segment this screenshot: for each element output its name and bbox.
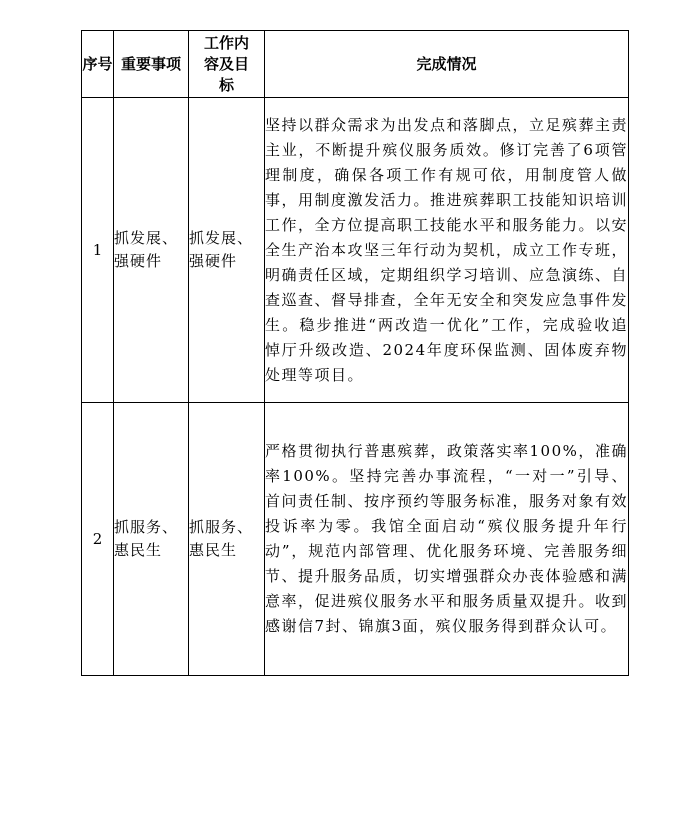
row-content: 抓服务、惠民生 bbox=[189, 403, 265, 676]
table-header-row bbox=[82, 31, 629, 98]
header-status: 完成情况 bbox=[265, 31, 629, 98]
row-item: 抓发展、强硬件 bbox=[114, 98, 189, 403]
header-item: 重要事项 bbox=[114, 31, 189, 98]
row-item: 抓服务、惠民生 bbox=[114, 403, 189, 676]
header-seq: 序号 bbox=[82, 31, 114, 98]
row-seq: 1 bbox=[82, 98, 114, 403]
row-status: 坚持以群众需求为出发点和落脚点，立足殡葬主责主业，不断提升殡仪服务质效。修订完善了6项管理制度，确保各项工作有规可依，用制度管人做事，用制度激发活力。推进殡葬职工技能知识培训工作，全方位提高职工技能水平和服务能力。以安全生产治本攻坚三年行动为契机，成立工作专班，明确责任区域，定期组织学习培训、应急演练、自查巡查、督导排查，全年无安全和突发应急事件发生。稳步推进“两改造一优化”工作，完成验收追悼厅升级改造、2024年度环保监测、固体废弃物处理等项目。 bbox=[265, 98, 629, 403]
work-report-table bbox=[81, 30, 629, 676]
header-content: 工作内容及目标 bbox=[189, 31, 265, 98]
table-row bbox=[82, 98, 629, 403]
row-content: 抓发展、强硬件 bbox=[189, 98, 265, 403]
row-seq: 2 bbox=[82, 403, 114, 676]
table-row bbox=[82, 403, 629, 676]
row-status: 严格贯彻执行普惠殡葬，政策落实率100%，准确率100%。坚持完善办事流程，“一对一”引导、首问责任制、按序预约等服务标准，服务对象有效投诉率为零。我馆全面启动“殡仪服务提升年行动”，规范内部管理、优化服务环境、完善服务细节、提升服务品质，切实增强群众办丧体验感和满意率，促进殡仪服务水平和服务质量双提升。收到感谢信7封、锦旗3面，殡仪服务得到群众认可。 bbox=[265, 403, 629, 676]
